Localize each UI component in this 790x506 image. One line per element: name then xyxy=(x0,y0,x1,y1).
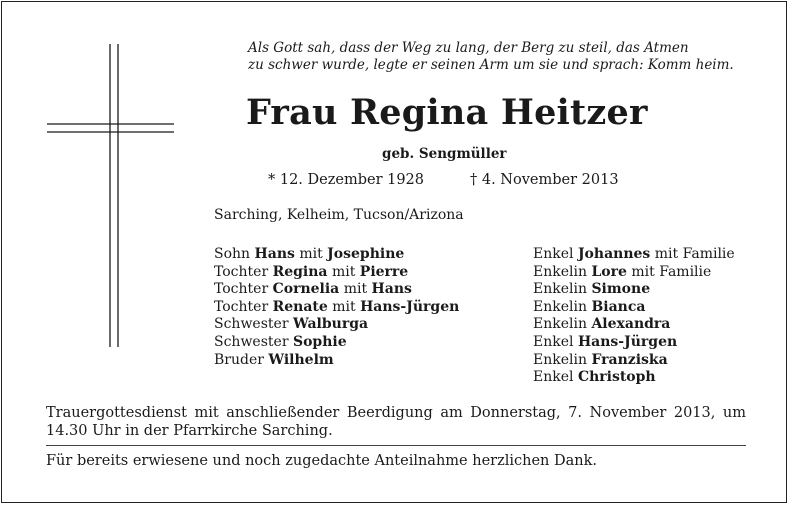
funeral-service-info: Trauergottesdienst mit anschließender Beerdigung am Donnerstag, 7. November 2013, um 14.30 Uhr in der Pfarrkirche Sarching. xyxy=(46,405,746,439)
suffix-text: mit Familie xyxy=(631,263,712,280)
relation-label: Enkelin xyxy=(533,281,587,298)
cross-icon xyxy=(0,0,200,360)
mourner-name: Renate xyxy=(272,298,328,315)
list-item xyxy=(533,352,735,370)
mourners-grandchildren-list xyxy=(533,246,735,387)
list-item xyxy=(533,281,735,299)
relation-label: Sohn xyxy=(214,246,251,262)
list-item xyxy=(533,264,735,282)
relation-label: Schwester xyxy=(214,333,289,350)
partner-name: Hans-Jürgen xyxy=(360,298,460,315)
mourners-family-list xyxy=(214,246,459,369)
mourner-name: Franziska xyxy=(591,351,668,368)
death-date: † 4. November 2013 xyxy=(470,172,619,188)
connector-text: mit xyxy=(299,246,323,262)
quote-line-1: Als Gott sah, dass der Weg zu lang, der Berg zu steil, das Atmen xyxy=(248,40,689,56)
relation-label: Tochter xyxy=(214,281,269,298)
list-item xyxy=(533,299,735,317)
mourner-name: Bianca xyxy=(591,298,646,315)
relation-label: Enkelin xyxy=(533,316,587,333)
relation-label: Enkelin xyxy=(533,351,587,368)
list-item xyxy=(533,316,735,334)
birth-date: * 12. Dezember 1928 xyxy=(268,172,425,188)
relation-label: Bruder xyxy=(214,351,264,368)
mourner-name: Cornelia xyxy=(272,281,340,298)
list-item xyxy=(214,246,459,264)
quote-line-2: zu schwer wurde, legte er seinen Arm um sie und sprach: Komm heim. xyxy=(248,57,734,73)
maiden-name: geb. Sengmüller xyxy=(382,146,507,162)
thanks-note: Für bereits erwiesene und noch zugedachte Anteilnahme herzlichen Dank. xyxy=(46,453,597,469)
list-item xyxy=(214,299,459,317)
relation-label: Enkel xyxy=(533,333,574,350)
relation-label: Tochter xyxy=(214,298,269,315)
connector-text: mit xyxy=(343,281,368,298)
mourner-name: Simone xyxy=(591,281,651,298)
places-of-residence: Sarching, Kelheim, Tucson/Arizona xyxy=(214,207,464,223)
relation-label: Enkel xyxy=(533,369,574,386)
mourner-name: Hans xyxy=(254,246,295,262)
partner-name: Hans xyxy=(371,281,412,298)
connector-text: mit xyxy=(331,263,356,280)
partner-name: Josephine xyxy=(327,246,405,262)
mourner-name: Sophie xyxy=(292,333,347,350)
suffix-text: mit Familie xyxy=(654,246,735,262)
list-item xyxy=(214,316,459,334)
list-item xyxy=(533,334,735,352)
relation-label: Enkelin xyxy=(533,298,587,315)
mourner-name: Regina xyxy=(272,263,328,280)
relation-label: Enkel xyxy=(533,246,574,262)
list-item xyxy=(214,264,459,282)
mourner-name: Hans-Jürgen xyxy=(577,333,678,350)
mourner-name: Wilhelm xyxy=(268,351,334,368)
relation-label: Enkelin xyxy=(533,263,587,280)
deceased-name: Frau Regina Heitzer xyxy=(246,92,648,133)
connector-text: mit xyxy=(332,298,356,315)
mourner-name: Johannes xyxy=(577,246,651,262)
partner-name: Pierre xyxy=(359,263,409,280)
relation-label: Schwester xyxy=(214,316,289,333)
list-item xyxy=(533,246,735,264)
relation-label: Tochter xyxy=(214,263,269,280)
mourner-name: Christoph xyxy=(577,369,656,386)
divider xyxy=(46,445,746,446)
mourner-name: Walburga xyxy=(292,316,369,333)
mourner-name: Alexandra xyxy=(591,316,671,333)
mourner-name: Lore xyxy=(591,263,627,280)
memorial-quote xyxy=(248,40,734,74)
list-item xyxy=(214,334,459,352)
list-item xyxy=(533,369,735,387)
list-item xyxy=(214,281,459,299)
list-item xyxy=(214,352,459,370)
